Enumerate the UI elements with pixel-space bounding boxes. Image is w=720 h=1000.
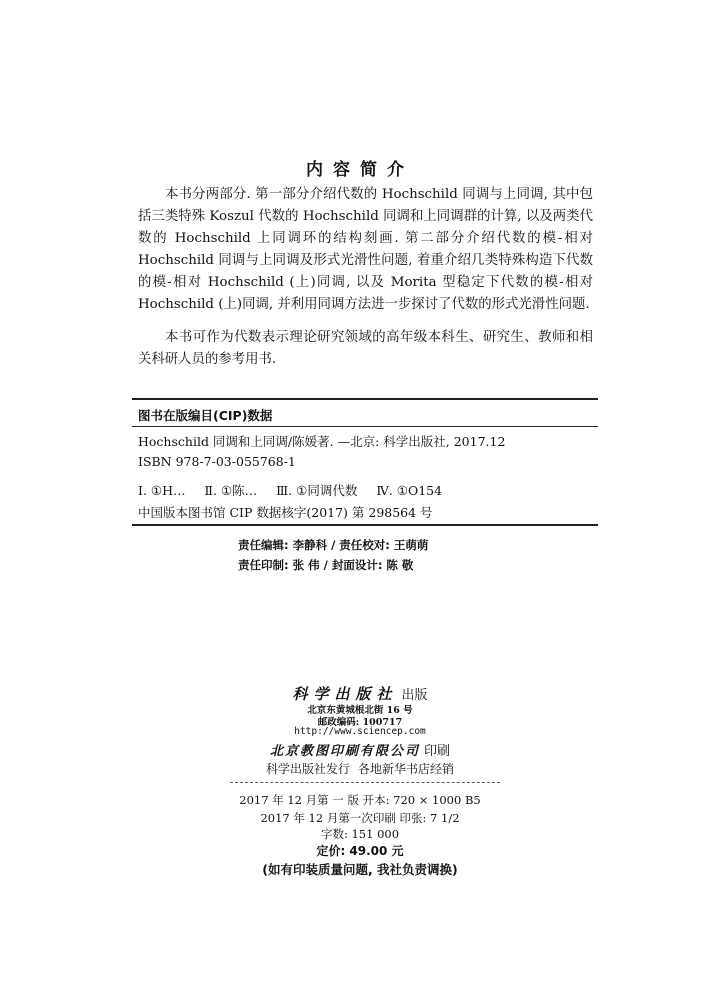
cip-isbn-line: ISBN 978-7-03-055768-1: [138, 454, 296, 469]
publisher-postcode: 邮政编码: 100717: [317, 717, 403, 728]
publisher-address: 北京东黄城根北街 16 号: [307, 705, 413, 716]
cip-bottom-rule: [132, 524, 598, 526]
cip-classification-item: Ⅱ. ①陈…: [204, 483, 258, 498]
printer-line: [0, 740, 720, 759]
cip-classification-line: [138, 481, 457, 499]
summary-paragraph-1: 本书分两部分. 第一部分介绍代数的 Hochschild 同调与上同调, 其中包括三类特殊 Koszul 代数的 Hochschild 同调和上同调群的计算, 以及两类代数的 Hochschild 上同调环的结构刻画. 第二部分介绍代数的模-相对 Hochschild 同调与上同调及形式光滑性问题, 着重介绍几类特殊构造下代数的模-相对 Hochschild (上)同调, 以及 Morita 型稳定下代数的模-相对 Hochschild (上)同调, 并利用同调方法进一步探讨了代数的形式光滑性问题.: [138, 187, 593, 312]
printer-suffix: 印刷: [424, 744, 451, 759]
edition-divider: [230, 782, 500, 783]
publisher-logo: 科学出版社: [292, 685, 398, 703]
summary-paragraph-2: 本书可作为代数表示理论研究领域的高年级本科生、研究生、教师和相关科研人员的参考用书.: [138, 330, 593, 367]
cip-top-rule: [132, 398, 598, 400]
cip-heading: 图书在版编目(CIP)数据: [138, 408, 273, 423]
sellers: 各地新华书店经销: [358, 762, 455, 776]
cip-classification-item: Ⅳ. ①O154: [376, 483, 443, 498]
page-title: 内容简介: [306, 160, 414, 180]
distribution-line: [0, 760, 720, 777]
staff-editors-line: 责任编辑: 李静科 / 责任校对: 王萌萌: [238, 538, 429, 552]
cip-classification-item: Ⅲ. ①同调代数: [276, 483, 358, 498]
printing-line: 2017 年 12 月第一次印刷 印张: 7 1/2: [260, 811, 460, 825]
word-count: 字数: 151 000: [320, 827, 400, 841]
quality-notice: (如有印装质量问题, 我社负责调换): [262, 862, 458, 877]
cip-classification-item: Ⅰ. ①H…: [138, 483, 186, 498]
distributor: 科学出版社发行: [265, 762, 350, 776]
cip-bibliographic-line: Hochschild 同调和上同调/陈媛著. —北京: 科学出版社, 2017.12: [138, 434, 506, 449]
cip-record-number: 中国版本图书馆 CIP 数据核字(2017) 第 298564 号: [138, 505, 433, 520]
publisher-suffix: 出版: [401, 688, 428, 703]
edition-line: 2017 年 12 月第 一 版 开本: 720 × 1000 B5: [239, 793, 481, 807]
cip-heading-rule: [132, 426, 598, 427]
printer-logo: 北京教图印刷有限公司: [269, 744, 420, 759]
staff-production-line: 责任印制: 张 伟 / 封面设计: 陈 敬: [238, 558, 414, 572]
publisher-website: http://www.sciencep.com: [294, 726, 426, 737]
price: 定价: 49.00 元: [316, 844, 404, 858]
publisher-line: [0, 683, 720, 704]
